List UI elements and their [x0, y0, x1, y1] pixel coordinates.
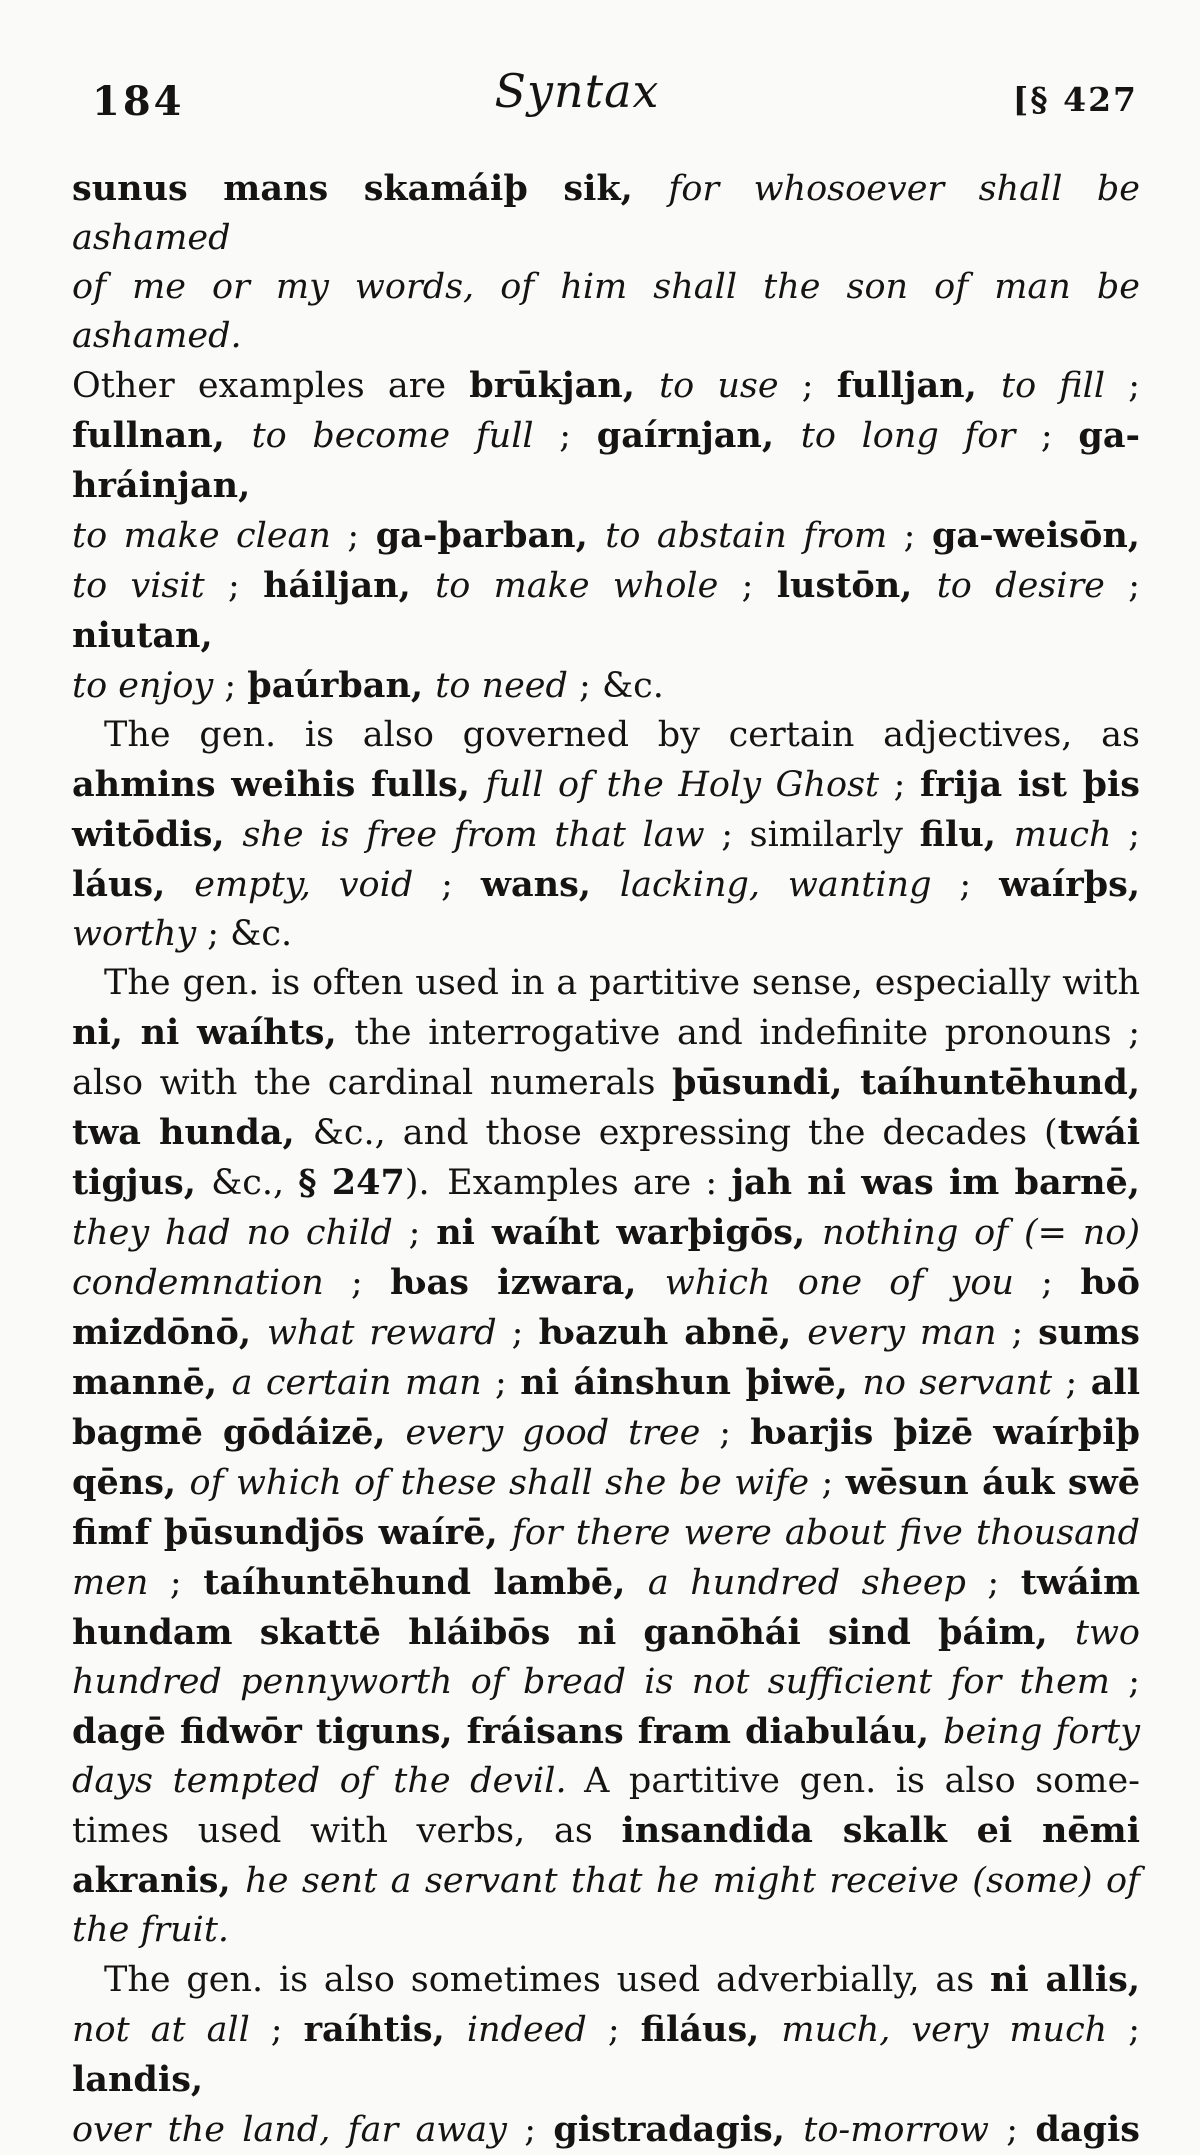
text-line [72, 1558, 1140, 1608]
text-segment: dagis [1035, 2109, 1141, 2150]
text-segment: ; [809, 1463, 846, 1503]
text-segment: to long for [800, 416, 1016, 456]
text-segment: ; [1107, 2010, 1141, 2050]
text-line [72, 1608, 1140, 1658]
text-segment: not at all [72, 2010, 250, 2050]
text-segment: twa hunda, [72, 1112, 313, 1153]
text-segment: ; [148, 1563, 204, 1603]
text-segment: Other examples are [72, 366, 470, 406]
text-segment: dagē fidwōr tiguns, fráisans fram diabuláu, [72, 1711, 944, 1752]
text-line [72, 1408, 1140, 1458]
text-segment: ; [392, 1213, 437, 1253]
text-segment: ; [533, 416, 597, 456]
text-segment: láus, [72, 864, 195, 905]
text-segment: no servant [862, 1363, 1053, 1403]
text-segment: fimf þūsundjōs waírē, [72, 1512, 512, 1553]
text-segment: witōdis, [72, 814, 243, 855]
text-segment: every good tree [405, 1413, 701, 1453]
text-segment: akranis, [72, 1860, 246, 1901]
text-segment: ; [506, 2110, 554, 2150]
text-segment: ; [996, 1313, 1039, 1353]
text-line [72, 1955, 1140, 2005]
text-segment: sunus mans skamáiþ sik, [72, 168, 669, 209]
text-segment: bagmē gōdáizē, [72, 1412, 406, 1453]
paragraph [72, 959, 1140, 1955]
text-segment: ; [496, 1313, 539, 1353]
text-segment: insandida skalk ei nēmi [621, 1810, 1140, 1851]
text-line [72, 361, 1140, 411]
text-segment: gaírnjan, [596, 415, 801, 456]
text-segment: to need [435, 666, 568, 706]
text-segment: ; similarly [704, 815, 920, 855]
text-line [72, 910, 1140, 959]
text-segment: ; [1109, 1662, 1140, 1702]
text-segment: þaúrban, [247, 665, 436, 706]
text-segment: þūsundi, taíhuntēhund, [672, 1062, 1141, 1103]
text-segment: to fill [1001, 366, 1106, 406]
text-segment: ; [965, 1563, 1021, 1603]
text-segment: ; [879, 765, 921, 805]
text-segment: ; [1104, 566, 1141, 606]
text-segment: ; [1052, 1363, 1091, 1403]
paragraph [72, 164, 1140, 711]
paragraph [72, 1955, 1140, 2155]
text-segment: ƕazuh abnē, [538, 1312, 808, 1353]
text-segment: to-morrow [803, 2110, 989, 2150]
text-segment: lustōn, [776, 565, 937, 606]
text-segment: what reward [266, 1313, 497, 1353]
text-segment: ni, ni waíhts, [72, 1012, 355, 1053]
section-reference: [§ 427 [1012, 80, 1138, 119]
text-segment: worthy [72, 914, 197, 954]
text-segment: The gen. is also governed by certain adjectives, as [104, 715, 1140, 755]
text-segment: wans, [480, 864, 620, 905]
text-line [72, 860, 1140, 910]
text-segment: which one of you [664, 1263, 1014, 1303]
text-segment: also with the cardinal numerals [72, 1063, 673, 1103]
text-segment: of me or my words, of him shall the son of man be ashamed. [72, 267, 1140, 356]
text-segment: ahmins weihis fulls, [72, 764, 486, 805]
text-segment: ; [718, 566, 777, 606]
text-line [72, 1108, 1140, 1158]
text-line [72, 263, 1140, 361]
text-segment: &c., [211, 1163, 299, 1203]
text-segment: ). Examples are : [404, 1163, 732, 1203]
text-segment: raíhtis, [303, 2009, 467, 2050]
text-segment: ; [213, 666, 248, 706]
text-segment: lacking, wanting [619, 865, 932, 905]
text-line [72, 164, 1140, 263]
text-segment: qēns, [72, 1462, 190, 1503]
text-segment: ; [1013, 1263, 1081, 1303]
text-segment: fullnan, [72, 415, 252, 456]
text-segment: háiljan, [263, 565, 436, 606]
text-segment: fulljan, [836, 365, 1002, 406]
text-segment: The gen. is also sometimes used adverbially, as [104, 1960, 990, 2000]
text-segment: times used with verbs, as [72, 1811, 622, 1851]
text-segment: ; [989, 2110, 1036, 2150]
text-segment: ga-þarban, [375, 515, 606, 556]
text-segment: twái [1057, 1112, 1140, 1153]
text-segment: ƕarjis þizē waírþiþ [750, 1412, 1140, 1453]
text-segment: waírþs, [999, 864, 1140, 905]
text-segment: a hundred sheep [647, 1563, 966, 1603]
text-segment: ; [586, 2010, 641, 2050]
paragraph [72, 711, 1140, 959]
text-segment: ; [931, 865, 1000, 905]
text-segment: to visit [72, 566, 205, 606]
text-line [72, 810, 1140, 860]
text-segment: ga-weisōn, [931, 515, 1140, 556]
text-segment: men [72, 1563, 149, 1603]
text-line [72, 561, 1140, 661]
text-line [72, 1856, 1140, 1906]
text-segment: twáim [1020, 1562, 1140, 1603]
text-segment: landis, [72, 2059, 204, 2100]
text-segment: ni áinshun þiwē, [520, 1362, 863, 1403]
text-line [72, 1358, 1140, 1408]
text-segment: mizdōnō, [72, 1312, 267, 1353]
text-segment: ; [1105, 366, 1140, 406]
text-segment: much [1013, 815, 1112, 855]
text-line [72, 1008, 1140, 1058]
text-line [72, 1058, 1140, 1108]
text-segment: to use [659, 366, 779, 406]
text-segment: ni waíht warþigōs, [436, 1212, 822, 1253]
text-line [72, 1707, 1140, 1757]
text-segment: ; [204, 566, 264, 606]
text-line [72, 959, 1140, 1008]
text-segment: ; [330, 516, 376, 556]
text-segment: jah ni was im barnē, [731, 1162, 1140, 1203]
text-segment: niutan, [72, 615, 213, 656]
text-segment: a certain man [231, 1363, 482, 1403]
text-line [72, 2105, 1140, 2155]
text-segment: &c., and those expressing the decades ( [312, 1113, 1058, 1153]
text-line [72, 1458, 1140, 1508]
text-segment: filáus, [640, 2009, 782, 2050]
text-segment: ; [778, 366, 837, 406]
text-segment: the interrogative and indefinite pronouns ; [354, 1013, 1140, 1053]
text-segment: empty, void [194, 865, 414, 905]
text-segment: two [1074, 1613, 1140, 1653]
text-segment: ƕas izwara, [390, 1262, 665, 1303]
text-segment: of which of these shall she be wife [189, 1463, 810, 1503]
text-segment: being forty [943, 1712, 1140, 1752]
text-line [72, 411, 1140, 511]
text-segment: ; [887, 516, 932, 556]
text-segment: The gen. is often used in a partitive sense, especially with [104, 963, 1140, 1003]
text-segment: ; [249, 2010, 304, 2050]
text-segment: to abstain from [605, 516, 888, 556]
text-segment: to make clean [72, 516, 331, 556]
text-segment: A partitive gen. is also some- [566, 1761, 1140, 1801]
text-segment: ; [1111, 815, 1141, 855]
text-segment: § 247 [298, 1162, 405, 1203]
text-segment: ; [481, 1363, 521, 1403]
text-segment: ƕō [1080, 1262, 1141, 1303]
text-segment: ; [323, 1263, 391, 1303]
text-line [72, 1258, 1140, 1308]
text-segment: they had no child [72, 1213, 393, 1253]
text-segment: ; &c. [567, 666, 664, 706]
text-segment: condemnation [72, 1263, 324, 1303]
text-segment: to make whole [435, 566, 719, 606]
text-segment: ; [1015, 416, 1079, 456]
text-line [72, 760, 1140, 810]
page-number: 184 [92, 78, 185, 125]
text-segment: much, very much [781, 2010, 1108, 2050]
text-segment: for whosoever shall be ashamed [72, 169, 1140, 258]
text-segment: tigjus, [72, 1162, 212, 1203]
text-segment: ni allis, [989, 1959, 1141, 2000]
text-line [72, 661, 1140, 711]
text-segment: days tempted of the devil. [72, 1761, 567, 1801]
text-line [72, 511, 1140, 561]
text-segment: gistradagis, [553, 2109, 804, 2150]
text-segment: filu, [919, 814, 1014, 855]
text-segment: wēsun áuk swē [845, 1462, 1141, 1503]
text-line [72, 711, 1140, 760]
text-segment: ; [413, 865, 481, 905]
text-segment: full of the Holy Ghost [485, 765, 880, 805]
text-segment: frija ist þis [920, 764, 1140, 805]
text-segment: she is free from that law [242, 815, 705, 855]
text-segment: over the land, far away [72, 2110, 507, 2150]
text-segment: brūkjan, [469, 365, 660, 406]
text-line [72, 1508, 1140, 1558]
text-line [72, 1658, 1140, 1707]
text-segment: ga-hráinjan, [72, 415, 1141, 506]
text-segment: nothing of (= no) [821, 1213, 1140, 1253]
text-segment: to become full [251, 416, 534, 456]
text-segment: to desire [936, 566, 1105, 606]
text-segment: the fruit. [72, 1910, 230, 1950]
text-line [72, 1757, 1140, 1806]
text-segment: ; [700, 1413, 750, 1453]
running-title: Syntax [494, 64, 660, 118]
text-block [72, 164, 1140, 2155]
text-line [72, 1308, 1140, 1358]
text-segment: hundam skattē hláibōs ni ganōhái sind þáim, [72, 1612, 1075, 1653]
text-segment: for there were about five thousand [511, 1513, 1140, 1553]
text-segment: mannē, [72, 1362, 232, 1403]
text-segment: to enjoy [72, 666, 214, 706]
text-line [72, 2005, 1140, 2105]
text-segment: all [1090, 1362, 1141, 1403]
text-line [72, 1158, 1140, 1208]
text-segment: taíhuntēhund lambē, [203, 1562, 648, 1603]
text-segment: sums [1038, 1312, 1140, 1353]
text-line [72, 1806, 1140, 1856]
text-segment: hundred pennyworth of bread is not sufficient for them [72, 1662, 1110, 1702]
text-segment: indeed [466, 2010, 587, 2050]
text-segment: he sent a servant that he might receive (some) of [245, 1861, 1140, 1901]
text-line [72, 1208, 1140, 1258]
text-line [72, 1906, 1140, 1955]
text-segment: every man [807, 1313, 997, 1353]
text-segment: ; &c. [196, 914, 293, 954]
running-head [72, 64, 1142, 126]
